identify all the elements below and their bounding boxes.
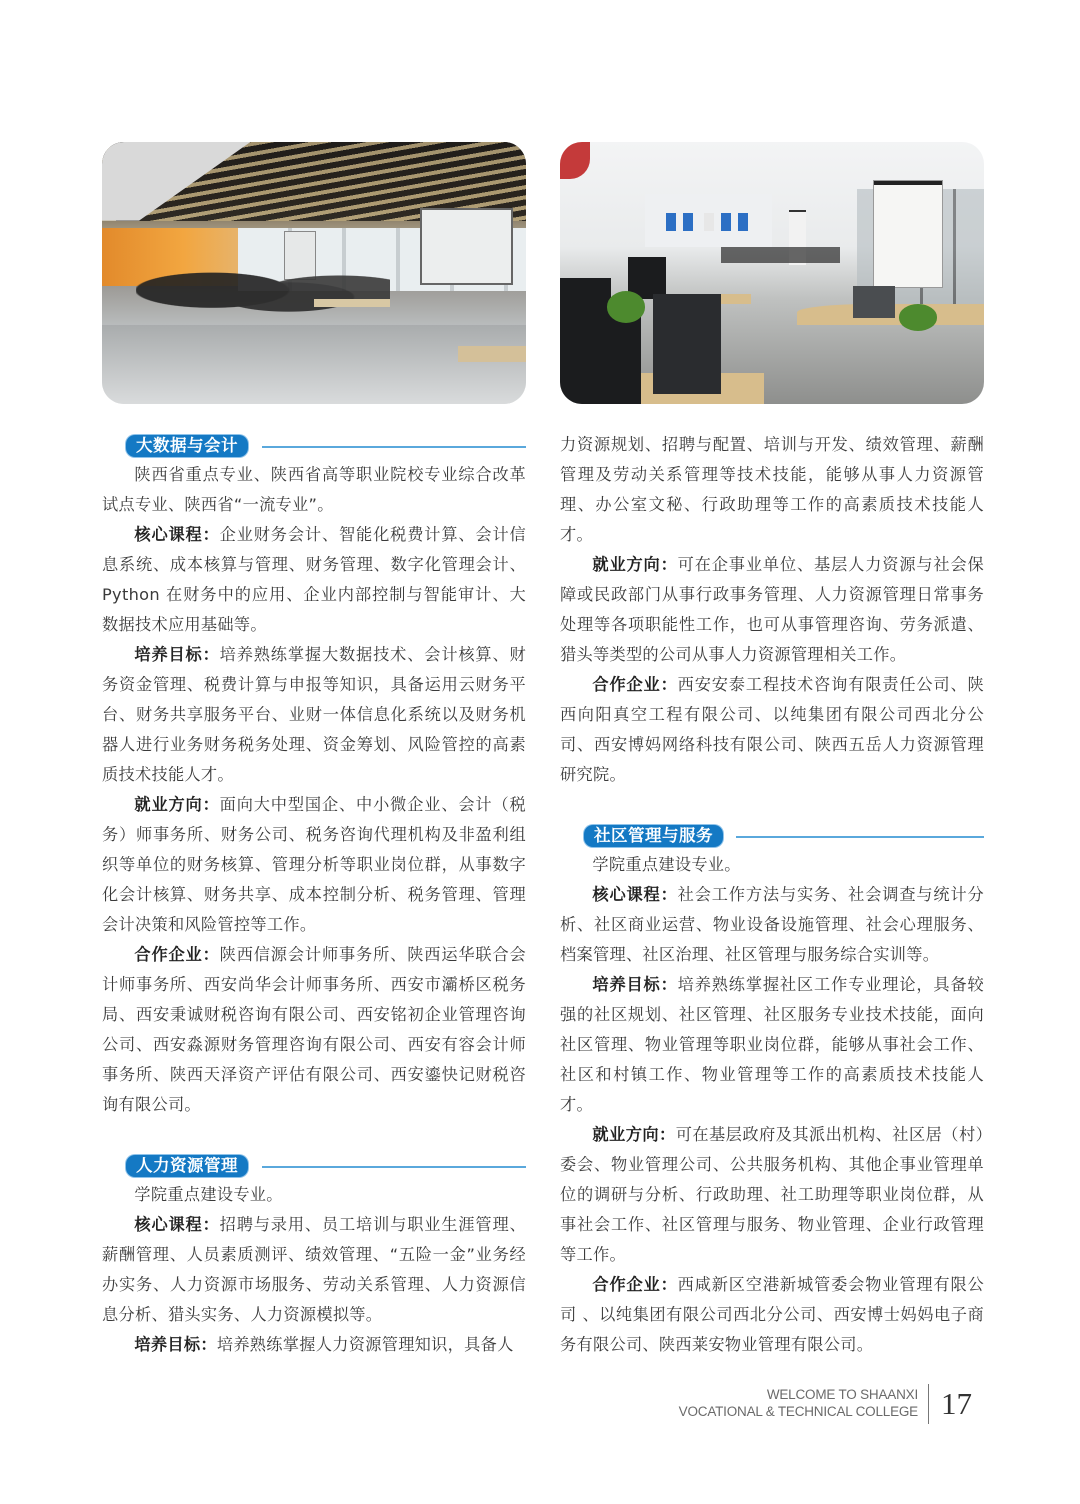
right-column bbox=[560, 430, 984, 1360]
section-intro: 学院重点建设专业。 bbox=[592, 855, 741, 874]
training-goal-label: 培养目标： bbox=[592, 975, 678, 994]
training-goal-continued: 力资源规划、招聘与配置、培训与开发、绩效管理、薪酬管理及劳动关系管理等技术技能，能够从事人力资源管理、办公室文秘、行政助理等工作的高素质技术技能人才。 bbox=[560, 435, 984, 544]
partners-paragraph: 合作企业：陕西信源会计师事务所、陕西运华联合会计师事务所、西安尚华会计师事务所、西安市灞桥区税务局、西安秉诚财税咨询有限公司、西安铭初企业管理咨询公司、西安淼源财务管理咨询有限公司、西安有容会计师事务所、陕西天泽资产评估有限公司、西安鎏快记财税咨询有限公司。 bbox=[102, 945, 527, 1114]
section-header-community-management bbox=[560, 820, 984, 850]
section-title: 大数据与会计 bbox=[126, 435, 248, 457]
employment-paragraph: 就业方向：可在基层政府及其派出机构、社区居（村）委会、物业管理公司、公共服务机构、其他企事业管理单位的调研与分析、行政助理、社工助理等职业岗位群，从事社会工作、社区管理与服务、物业管理、企业行政管理等工作。 bbox=[560, 1125, 984, 1264]
left-column bbox=[102, 430, 526, 1360]
lab-photo-left bbox=[102, 142, 526, 404]
partners-paragraph: 合作企业：西安安泰工程技术咨询有限责任公司、陕西向阳真空工程有限公司、以纯集团有限公司西北分公司、西安博妈网络科技有限公司、陕西五岳人力资源管理研究院。 bbox=[560, 675, 985, 784]
core-courses-label: 核心课程： bbox=[592, 885, 678, 904]
employment-label: 就业方向： bbox=[134, 795, 220, 814]
section-header-human-resources bbox=[102, 1150, 526, 1180]
partners-label: 合作企业： bbox=[592, 675, 678, 694]
page-footer bbox=[640, 1384, 980, 1424]
section-intro: 学院重点建设专业。 bbox=[134, 1185, 283, 1204]
partners-label: 合作企业： bbox=[134, 945, 220, 964]
footer-divider bbox=[928, 1384, 929, 1424]
core-courses-paragraph: 核心课程：招聘与录用、员工培训与职业生涯管理、薪酬管理、人员素质测评、绩效管理、“五险一金”业务经办实务、人力资源市场服务、劳动关系管理、人力资源信息分析、猎头实务、人力资源模拟等。 bbox=[102, 1215, 527, 1324]
training-goal-paragraph: 培养目标：培养熟练掌握社区工作专业理论，具备较强的社区规划、社区管理、社区服务专业技术技能，面向社区管理、物业管理等职业岗位群，能够从事社会工作、社区和村镇工作、物业管理等工作的高素质技术技能人才。 bbox=[560, 975, 985, 1114]
partners-label: 合作企业： bbox=[592, 1275, 678, 1294]
section-intro: 陕西省重点专业、陕西省高等职业院校专业综合改革试点专业、陕西省“一流专业”。 bbox=[102, 465, 526, 514]
training-goal-label: 培养目标： bbox=[134, 1335, 217, 1354]
core-courses-label: 核心课程： bbox=[134, 1215, 220, 1234]
footer-college-name: WELCOME TO SHAANXI VOCATIONAL & TECHNICAL COLLEGE bbox=[678, 1387, 918, 1419]
employment-paragraph: 就业方向：可在企事业单位、基层人力资源与社会保障或民政部门从事行政事务管理、人力资源管理日常事务处理等各项职能性工作，也可从事管理咨询、劳务派遣、猎头等类型的公司从事人力资源管理相关工作。 bbox=[560, 555, 985, 664]
core-courses-paragraph: 核心课程：社会工作方法与实务、社会调查与统计分析、社区商业运营、物业设备设施管理、社会心理服务、档案管理、社区治理、社区管理与服务综合实训等。 bbox=[560, 885, 985, 964]
employment-label: 就业方向： bbox=[592, 1125, 676, 1144]
core-courses-label: 核心课程： bbox=[134, 525, 220, 544]
employment-paragraph: 就业方向：面向大中型国企、中小微企业、会计（税务）师事务所、财务公司、税务咨询代理机构及非盈利组织等单位的财务核算、管理分析等职业岗位群，从事数字化会计核算、财务共享、成本控制分析、税务管理、管理会计决策和风险管控等工作。 bbox=[102, 795, 527, 934]
section-divider bbox=[262, 446, 526, 448]
partners-paragraph: 合作企业：西咸新区空港新城管委会物业管理有限公司 、以纯集团有限公司西北分公司、西安博士妈妈电子商务有限公司、陕西莱安物业管理有限公司。 bbox=[560, 1275, 985, 1354]
training-goal-label: 培养目标： bbox=[134, 645, 220, 664]
page-number: 17 bbox=[941, 1386, 972, 1421]
lab-photo-right bbox=[560, 142, 984, 404]
employment-label: 就业方向： bbox=[592, 555, 678, 574]
section-title: 人力资源管理 bbox=[126, 1155, 248, 1177]
section-title: 社区管理与服务 bbox=[584, 825, 723, 847]
training-goal-paragraph: 培养目标：培养熟练掌握人力资源管理知识，具备人 bbox=[134, 1335, 514, 1354]
section-header-big-data-accounting bbox=[102, 430, 526, 460]
training-goal-paragraph: 培养目标：培养熟练掌握大数据技术、会计核算、财务资金管理、税费计算与申报等知识，具备运用云财务平台、财务共享服务平台、业财一体信息化系统以及财务机器人进行业务财务税务处理、资金筹划、风险管控的高素质技术技能人才。 bbox=[102, 645, 527, 784]
section-divider bbox=[262, 1166, 526, 1168]
core-courses-paragraph: 核心课程：企业财务会计、智能化税费计算、会计信息系统、成本核算与管理、财务管理、数字化管理会计、Python 在财务中的应用、企业内部控制与智能审计、大数据技术应用基础等。 bbox=[102, 525, 527, 634]
section-divider bbox=[736, 836, 984, 838]
